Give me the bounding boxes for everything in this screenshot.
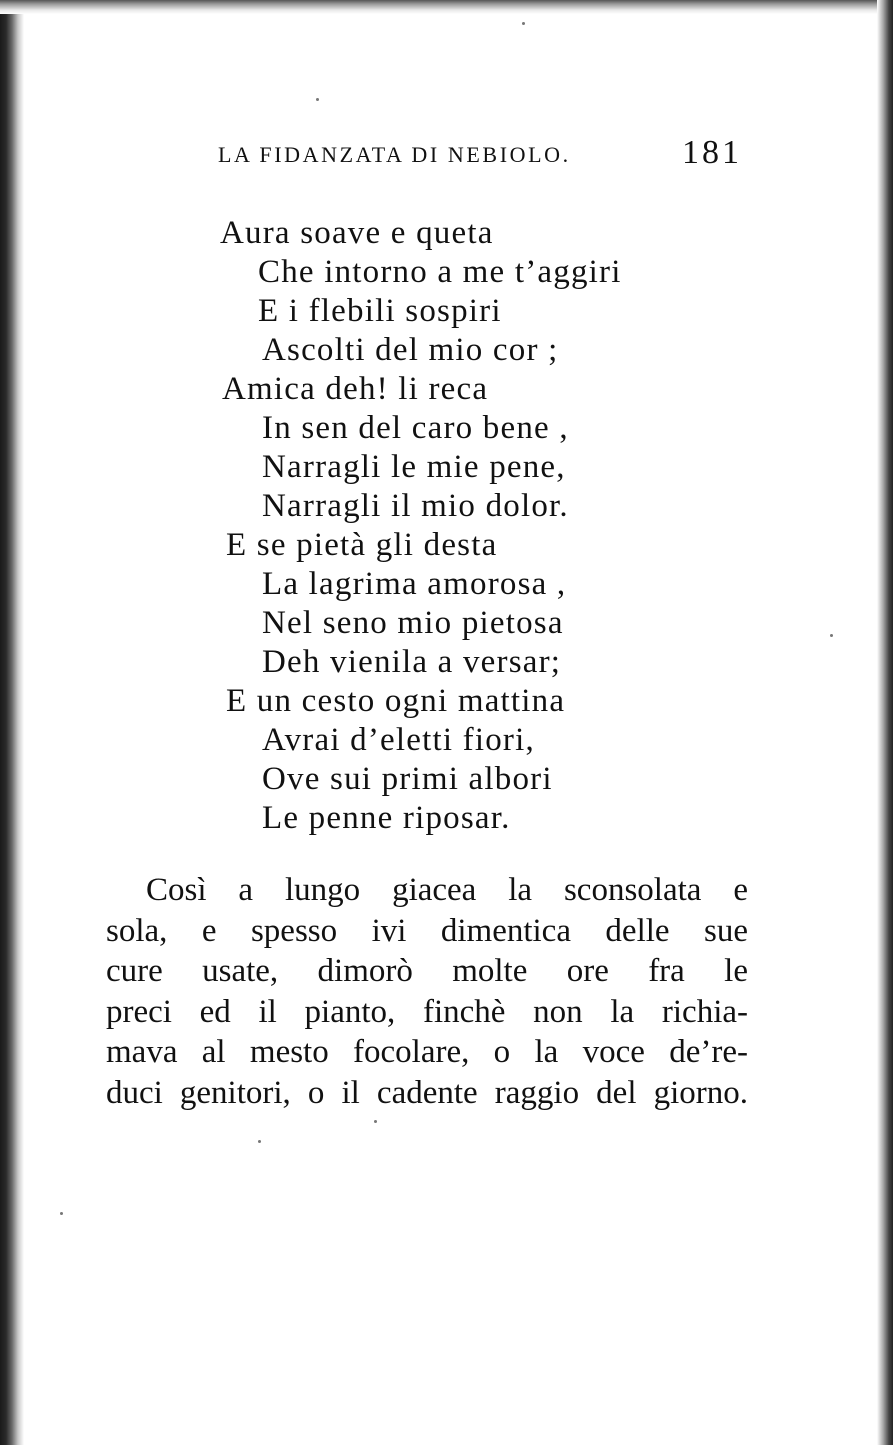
verse-line: La lagrima amorosa , xyxy=(262,566,567,602)
prose-line: duci genitori, o il cadente raggio del giorno. xyxy=(106,1074,748,1111)
verse-line: Che intorno a me t’aggiri xyxy=(258,254,622,290)
verse-line: Nel seno mio pietosa xyxy=(262,605,564,641)
page-number: 181 xyxy=(682,134,742,171)
binding-shadow xyxy=(0,0,24,1445)
verse-line: Narragli le mie pene, xyxy=(262,449,566,485)
verse-line: Amica deh! li reca xyxy=(222,371,489,407)
right-edge-shadow xyxy=(877,0,893,1445)
prose-line: preci ed il pianto, finchè non la richia- xyxy=(106,993,748,1030)
verse-line: Ascolti del mio cor ; xyxy=(262,332,559,368)
scan-speck xyxy=(374,1120,377,1123)
scan-speck xyxy=(258,1140,261,1143)
verse-line: Narragli il mio dolor. xyxy=(262,488,569,524)
verse-line: Deh vienila a versar; xyxy=(262,644,562,680)
prose-line: Così a lungo giacea la sconsolata e xyxy=(146,872,748,908)
verse-line: Avrai d’eletti fiori, xyxy=(262,722,535,758)
prose-line: sola, e spesso ivi dimentica delle sue xyxy=(106,912,748,949)
scan-speck xyxy=(316,98,319,101)
verse-line: In sen del caro bene , xyxy=(262,410,569,446)
verse-line: E i flebili sospiri xyxy=(258,293,502,329)
prose-line: cure usate, dimorò molte ore fra le xyxy=(106,953,748,989)
scan-speck xyxy=(522,22,525,25)
prose-paragraph xyxy=(106,870,748,1113)
prose-line: mava al mesto focolare, o la voce de’re- xyxy=(106,1034,748,1070)
verse-line: Aura soave e queta xyxy=(220,215,494,251)
top-edge-shadow xyxy=(0,0,893,14)
running-head-title: LA FIDANZATA DI NEBIOLO. xyxy=(218,142,571,167)
verse-line: Ove sui primi albori xyxy=(262,761,553,797)
verse-line: Le penne riposar. xyxy=(262,800,511,836)
verse-line: E se pietà gli desta xyxy=(226,527,498,563)
verse-line: E un cesto ogni mattina xyxy=(226,683,566,719)
scan-speck xyxy=(60,1212,63,1215)
scan-speck xyxy=(830,634,833,637)
